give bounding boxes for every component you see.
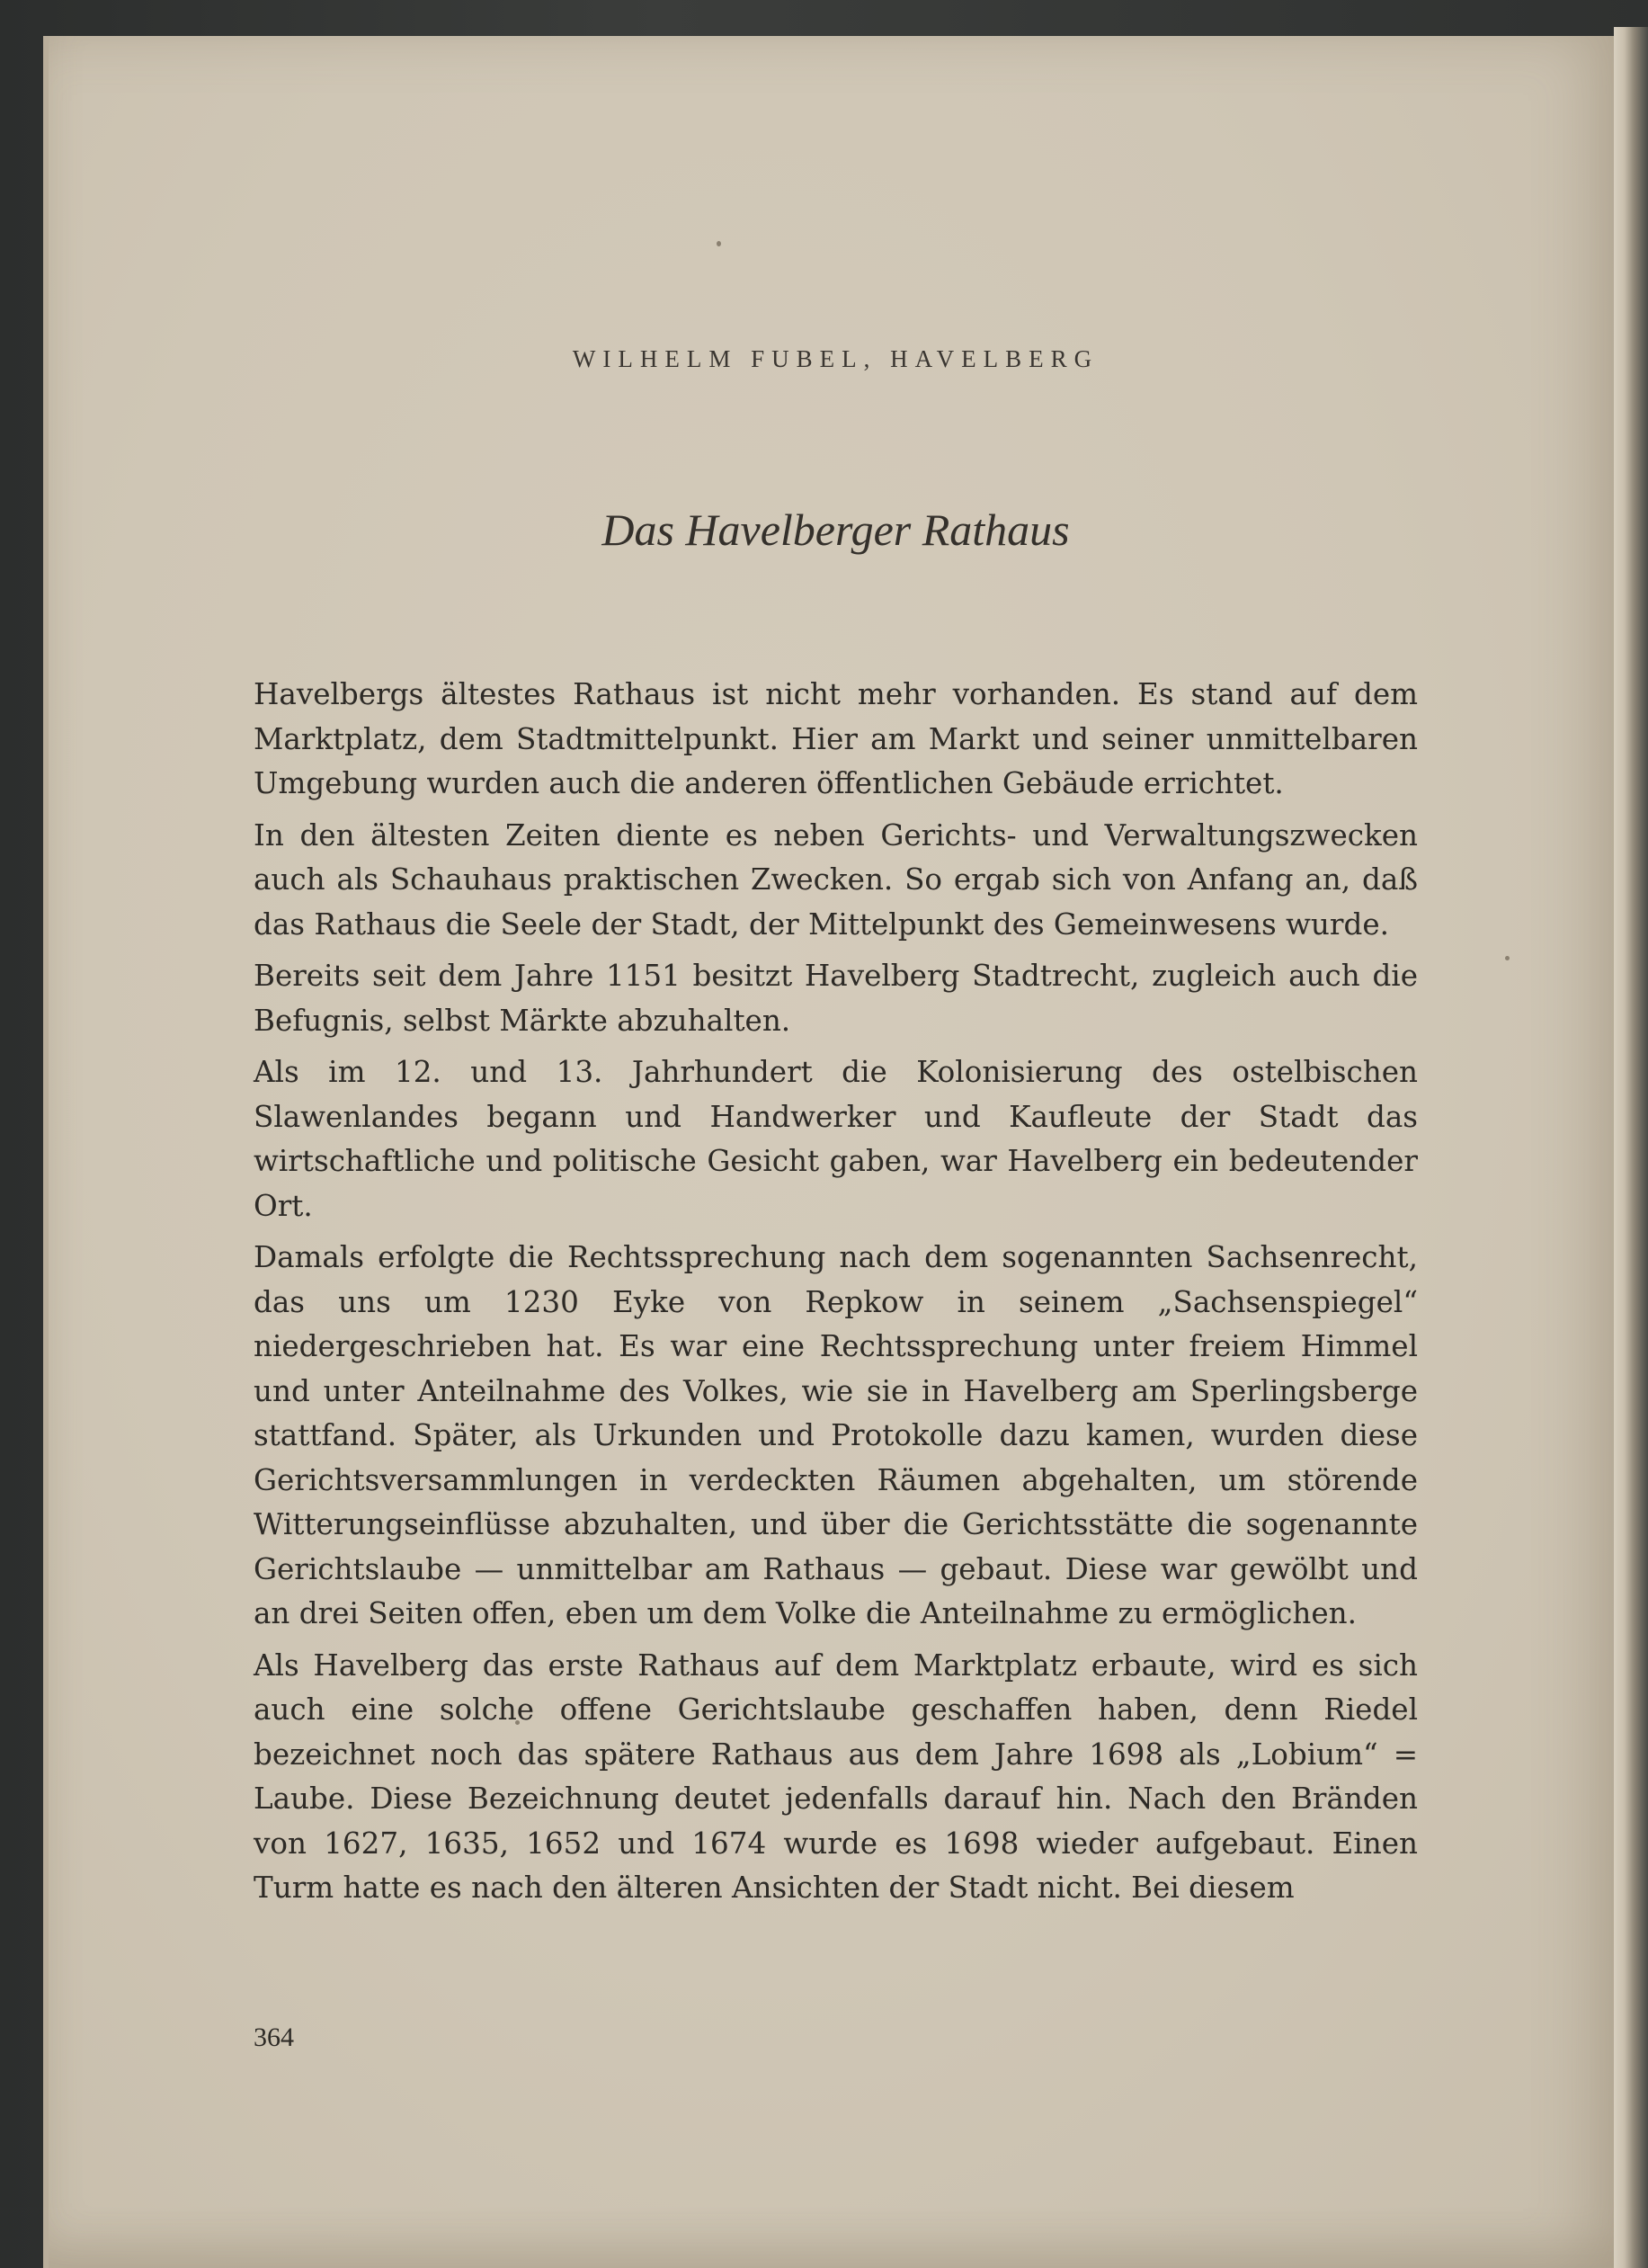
book-page-edge bbox=[1614, 27, 1648, 2268]
running-head: WILHELM FUBEL, HAVELBERG bbox=[572, 345, 1100, 372]
paper-speck bbox=[717, 241, 721, 246]
paragraph-3: Bereits seit dem Jahre 1151 besitzt Havelberg Stadtrecht, zugleich auch die Befugnis, selbst Märkte abzuhalten. bbox=[254, 959, 1418, 1038]
paragraph-2: In den ältesten Zeiten diente es neben Gerichts- und Verwaltungszwecken auch als Schauhaus praktischen Zwecken. So ergab sich von Anfang an, daß das Rathaus die Seele der Stadt, der Mittelpunkt des Gemeinwesens wurde. bbox=[254, 817, 1418, 942]
paragraph-1: Havelbergs ältestes Rathaus ist nicht mehr vorhanden. Es stand auf dem Marktplatz, dem Stadtmittelpunkt. Hier am Markt und seiner unmittelbaren Umgebung wurden auch die anderen öffentlichen Gebäude errichtet. bbox=[254, 677, 1418, 800]
paragraph-5: Damals erfolgte die Rechtssprechung nach dem sogenannten Sachsenrecht, das uns um 1230 Eyke von Repkow in seinem „Sachsenspiegel“ niedergeschrieben hat. Es war eine Rechtssprechung unter freiem Himmel und unter Anteilnahme des Volkes, wie sie in Havelberg am Sperlingsberge stattfand. Später, als Urkunden und Protokolle dazu kamen, wurden diese Gerichtsversammlungen in verdeckten Räumen abgehalten, um störende Witterungseinflüsse abzuhalten, und über die Gerichtsstätte die sogenannte Gerichtslaube — unmittelbar am Rathaus — gebaut. Diese war gewölbt und an drei Seiten offen, eben um dem Volke die Anteilnahme zu ermöglichen. bbox=[254, 1240, 1418, 1630]
article-title: Das Havelberger Rathaus bbox=[601, 504, 1070, 555]
paper-speck bbox=[1505, 956, 1510, 960]
article-body bbox=[254, 673, 1418, 1918]
page-number: 364 bbox=[254, 2022, 294, 2052]
paragraph-4: Als im 12. und 13. Jahrhundert die Kolonisierung des ostelbischen Slawenlandes begann und Handwerker und Kaufleute der Stadt das wirtschaftliche und politische Gesicht gaben, war Havelberg ein bedeutender Ort. bbox=[254, 1055, 1418, 1223]
paragraph-6: Als Havelberg das erste Rathaus auf dem Marktplatz erbaute, wird es sich auch eine solche offene Gerichtslaube geschaffen haben, denn Riedel bezeichnet noch das spätere Rathaus aus dem Jahre 1698 als „Lobium“ = Laube. Diese Bezeichnung deutet jedenfalls darauf hin. Nach den Bränden von 1627, 1635, 1652 und 1674 wurde es 1698 wieder aufgebaut. Einen Turm hatte es nach den älteren Ansichten der Stadt nicht. Bei diesem bbox=[254, 1647, 1418, 1905]
